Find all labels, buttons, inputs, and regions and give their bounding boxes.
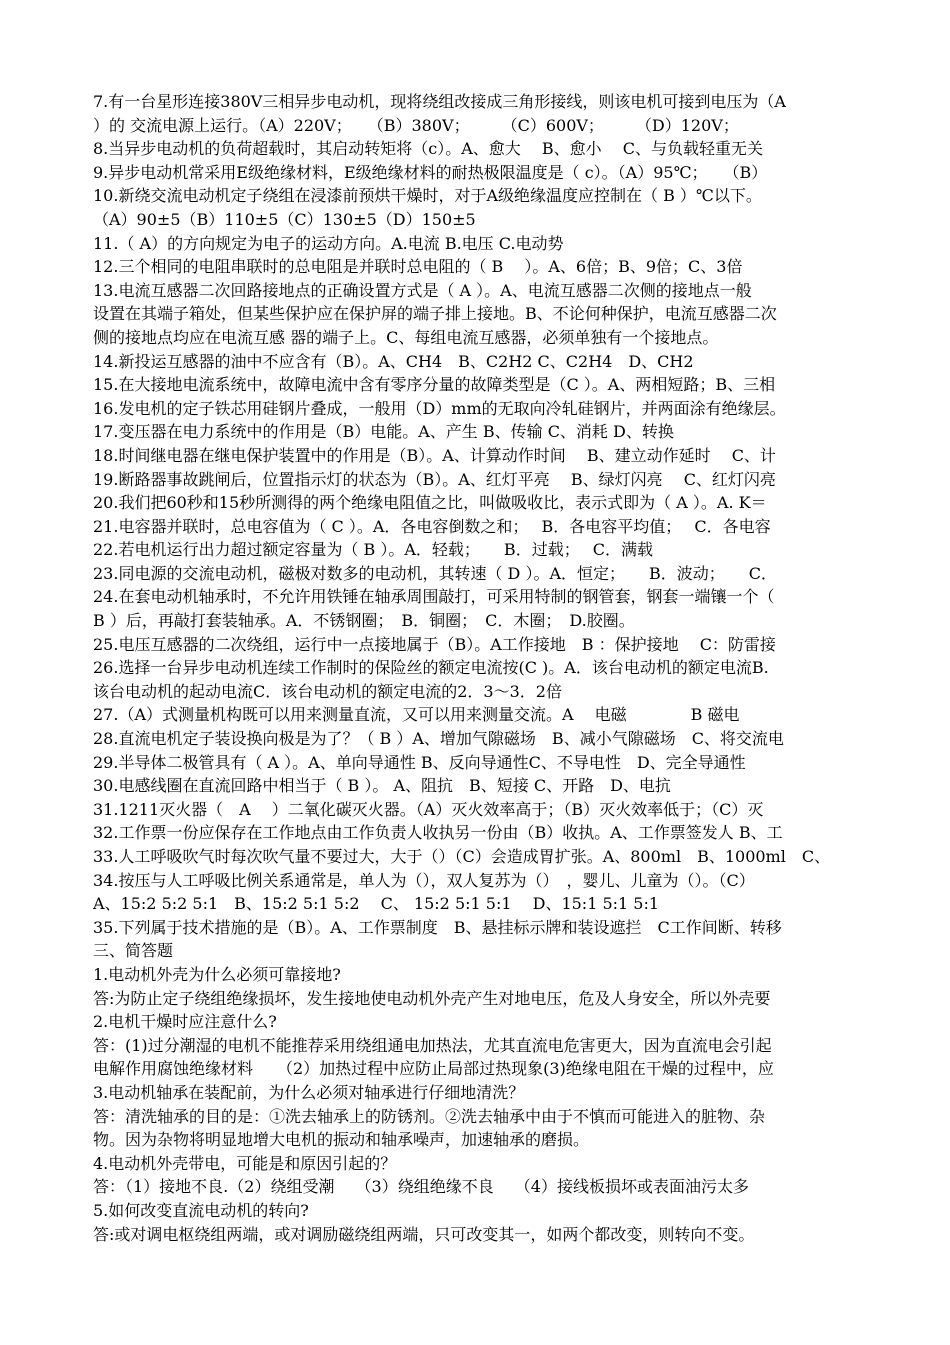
text-line: 12.三个相同的电阻串联时的总电阻是并联时总电阻的（ B ）。A、6倍；B、9倍；C、3倍: [93, 257, 743, 277]
text-line: 29.半导体二极管具有（ A ）。A、单向导通性 B、反向导通性C、不导电性 D、完全导通性: [93, 752, 746, 772]
text-line: 设置在其端子箱处，但某些保护应在保护屏的端子排上接地。B、不论何种保护，电流互感器二次: [93, 304, 777, 324]
text-line: 物。因为杂物将明显地增大电机的振动和轴承噪声，加速轴承的磨损。: [93, 1130, 590, 1150]
text-line: 答:或对调电枢绕组两端，或对调励磁绕组两端，只可改变其一，如两个都改变，则转向不变。: [93, 1224, 755, 1244]
text-line: 4.电动机外壳带电，可能是和原因引起的？: [93, 1153, 397, 1173]
text-line: 答：（1）接地不良.（2）绕组受潮 （3）绕组绝缘不良 （4）接线板损坏或表面油污太多: [93, 1177, 749, 1197]
text-line: 32.工作票一份应保存在工作地点由工作负责人收执另一份由（B）收执。A、工作票签发人 B、工: [93, 823, 783, 843]
text-line: B ）后，再敲打套装轴承。A．不锈钢圈； B．铜圈； C．木圈； D.胶圈。: [93, 611, 635, 631]
text-line: 7.有一台星形连接380V三相异步电动机，现将绕组改接成三角形接线，则该电机可接到电压为（A: [93, 92, 786, 111]
text-line: （A）90±5（B）110±5（C）130±5（D）150±5: [93, 209, 476, 229]
text-line: 21.电容器并联时，总电容值为（ C ）。A．各电容倒数之和； B．各电容平均值； C．各电容: [93, 516, 771, 536]
text-line: 14.新投运互感器的油中不应含有（B）。A、CH4 B、C2H2 C、C2H4 D、CH2: [93, 351, 694, 371]
text-line: 17.变压器在电力系统中的作用是（B）电能。A、产生 B、传输 C、消耗 D、转换: [93, 422, 674, 442]
text-line: 2.电机干燥时应注意什么?: [93, 1012, 277, 1032]
text-line: 22.若电机运行出力超过额定容量为（ B ）。A．轻载； B．过载； C．满载: [93, 540, 654, 560]
text-line: 34.按压与人工呼吸比例关系通常是，单人为（），双人复苏为（） ，婴儿、儿童为（）。（C）: [93, 870, 755, 890]
text-line: 答:为防止定子绕组绝缘损坏，发生接地使电动机外壳产生对地电压，危及人身安全，所以外壳要: [93, 988, 771, 1008]
text-line: 28.直流电机定子装设换向极是为了？（ B ）A、增加气隙磁场 B、减小气隙磁场 C、将交流电: [93, 729, 784, 749]
text-line: 30.电感线圈在直流回路中相当于（ B ）。 A、阻抗 B、短接 C、开路 D、电抗: [93, 776, 671, 796]
text-line: 18.时间继电器在继电保护装置中的作用是（B）。A、计算动作时间 B、建立动作延时 C、计: [93, 445, 776, 465]
text-line: 9.异步电动机常采用E级绝缘材料，E级绝缘材料的耐热极限温度是（ c）。（A）95℃； （B）: [93, 162, 768, 182]
text-line: 35.下列属于技术措施的是（B）。A、工作票制度 B、悬挂标示牌和装设遮拦 C工作间断、转移: [93, 917, 782, 937]
text-line: 10.新绕交流电动机定子绕组在浸漆前预烘干燥时，对于A级绝缘温度应控制在（ B ）℃以下。: [93, 186, 762, 206]
text-line: 1.电动机外壳为什么必须可靠接地?: [93, 964, 341, 984]
text-line: 答：清洗轴承的目的是：①洗去轴承上的防锈剂。②洗去轴承中由于不慎而可能进入的脏物、杂: [93, 1106, 766, 1126]
text-line: 26.选择一台异步电动机连续工作制时的保险丝的额定电流按(C )。A．该台电动机的额定电流B.: [93, 658, 769, 678]
text-line: 侧的接地点均应在电流互感 器的端子上。C、每组电流互感器，必须单独有一个接地点。: [93, 327, 719, 347]
text-line: 三、简答题: [93, 941, 174, 961]
text-line: 27.（A）式测量机构既可以用来测量直流，又可以用来测量交流。A 电磁 B 磁电: [93, 705, 740, 725]
text-line: 33.人工呼吸吹气时每次吹气量不要过大，大于（）（C）会造成胃扩张。A、800ml B、1000ml C、: [93, 847, 831, 866]
text-line: 5.如何改变直流电动机的转向?: [93, 1200, 309, 1220]
text-line: 23.同电源的交流电动机，磁极对数多的电动机，其转速（ D ）。A．恒定； B．波动； C．: [93, 563, 778, 583]
text-line: 该台电动机的起动电流C．该台电动机的额定电流的2．3～3．2倍: [93, 681, 562, 701]
text-line: 15.在大接地电流系统中，故障电流中含有零序分量的故障类型是（C ）。A、两相短路；B、三相: [93, 375, 776, 395]
text-line: 11.（ A）的方向规定为电子的运动方向。A.电流 B.电压 C.电动势: [93, 233, 564, 253]
text-line: 3.电动机轴承在装配前，为什么必须对轴承进行仔细地清洗？: [93, 1082, 525, 1102]
text-line: 25.电压互感器的二次绕组，运行中一点接地属于（B）。A工作接地 B ：保护接地 C：防雷接: [93, 634, 776, 654]
text-line: ）的 交流电源上运行。（A）220V； （B）380V； （C）600V； （D）120V；: [93, 115, 739, 135]
text-line: A、15:2 5:2 5:1 B、15:2 5:1 5:2 C、 15:2 5:1 5:1 D、15:1 5:1 5:1: [93, 894, 660, 914]
text-line: 13.电流互感器二次回路接地点的正确设置方式是（ A ）。A、电流互感器二次侧的接地点一般: [93, 280, 752, 300]
text-line: 答：(1)过分潮湿的电机不能推荐采用绕组通电加热法，尤其直流电危害更大，因为直流电会引起: [93, 1035, 772, 1055]
text-line: 20.我们把60秒和15秒所测得的两个绝缘电阻值之比，叫做吸收比，表示式即为（ A ）。A. K＝: [93, 493, 767, 513]
document-body: [93, 90, 893, 1246]
text-line: 24.在套电动机轴承时，不允许用铁锤在轴承周围敲打，可采用特制的钢管套，钢套一端镶一个（: [93, 587, 775, 607]
text-line: 19.断路器事故跳闸后，位置指示灯的状态为（B）。A、红灯平亮 B、绿灯闪亮 C、红灯闪亮: [93, 469, 776, 489]
text-line: 8.当异步电动机的负荷超载时，其启动转矩将（c）。A、愈大 B、愈小 C、与负载轻重无关: [93, 139, 763, 159]
text-line: 31.1211灭火器（ A ）二氧化碳灭火器。（A）灭火效率高于；（B）灭火效率低于；（C）灭: [93, 799, 764, 819]
text-line: 电解作用腐蚀绝缘材料 （2）加热过程中应防止局部过热现象(3)绝缘电阻在干燥的过程中，应: [93, 1059, 774, 1079]
text-line: 16.发电机的定子铁芯用硅钢片叠成，一般用（D）mm的无取向冷轧硅钢片，并两面涂有绝缘层。: [93, 398, 786, 418]
